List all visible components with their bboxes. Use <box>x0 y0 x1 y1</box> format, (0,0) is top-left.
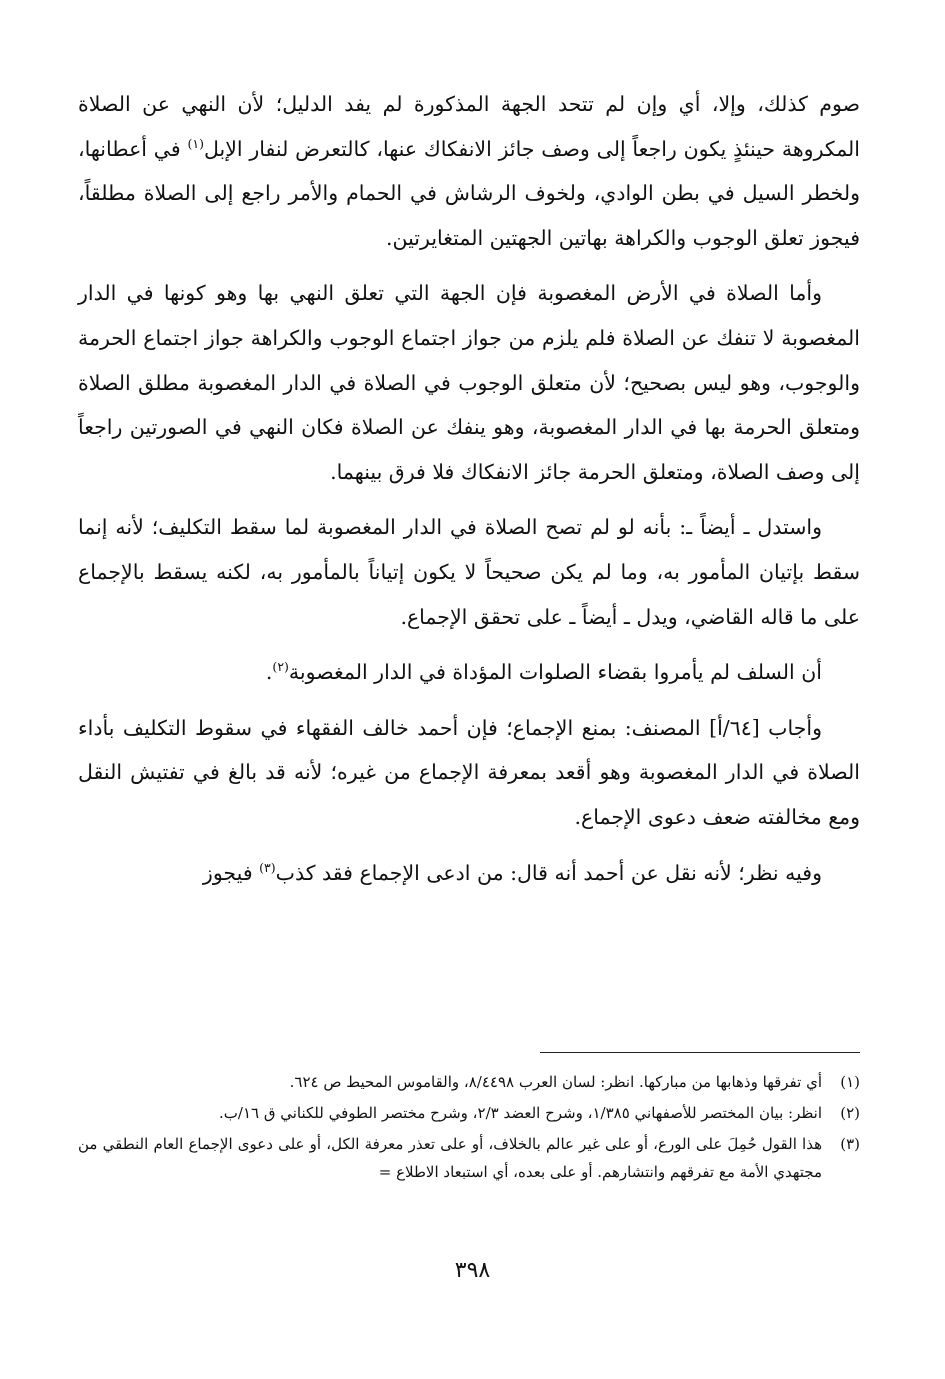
footnote-3-text: هذا القول حُمِلَ على الورع، أو على غير عالم بالخلاف، أو على تعذر معرفة الكل، أو على دعوى الإجماع العام النطقي من مجتهدي الأمة مع تفرقهم وانتشارهم. أو على بعده، أي استبعاد الاطلاع = <box>78 1135 822 1181</box>
paragraph-5: وأجاب [٦٤/أ] المصنف: بمنع الإجماع؛ فإن أحمد خالف الفقهاء في سقوط التكليف بأداء الصلاة في الدار المغصوبة وهو أقعد بمعرفة الإجماع من غيره؛ لأنه قد بالغ في تفتيش النقل ومع مخالفته ضعف دعوى الإجماع. <box>78 715 860 829</box>
paragraph-3: واستدل ـ أيضاً ـ: بأنه لو لم تصح الصلاة في الدار المغصوبة لما سقط التكليف؛ لأنه إنما سقط بإتيان المأمور به، وما لم يكن صحيحاً لا يكون إتياناً بالمأمور به، لكنه يسقط بالإجماع على ما قاله القاضي، ويدل ـ أيضاً ـ على تحقق الإجماع. <box>78 515 860 629</box>
footnote-separator <box>540 1052 860 1053</box>
footnote-1-text: أي تفرقها وذهابها من مباركها. انظر: لسان العرب ٨/٤٤٩٨، والقاموس المحيط ص ٦٢٤. <box>289 1073 822 1091</box>
footnotes <box>78 1068 860 1189</box>
main-text <box>78 82 860 906</box>
footnote-ref-1: (١) <box>187 135 204 151</box>
paragraph-4-text-b: . <box>265 660 273 685</box>
page-number: ٣٩٨ <box>454 1258 491 1283</box>
paragraph-1-text-b: في أعطانها، ولخطر السيل في بطن الوادي، ولخوف الرشاش في الحمام والأمر راجع إلى الصلاة مطلقاً، فيجوز تعلق الوجوب والكراهة بهاتين الجهتين المتغايرتين. <box>78 136 860 250</box>
footnote-2-text: انظر: بيان المختصر للأصفهاني ١/٣٨٥، وشرح العضد ٢/٣، وشرح مختصر الطوفي للكناني ق ١٦/ب. <box>218 1104 822 1122</box>
paragraph-6-text-b: فيجوز <box>202 860 260 885</box>
footnote-ref-3: (٣) <box>259 859 276 875</box>
footnote-3 <box>78 1130 860 1186</box>
paragraph-4 <box>78 650 860 695</box>
footnote-1 <box>78 1068 860 1096</box>
paragraph-6-text-a: وفيه نظر؛ لأنه نقل عن أحمد أنه قال: من ادعى الإجماع فقد كذب <box>275 860 822 885</box>
paragraph-1-text-a: صوم كذلك، وإلا، أي وإن لم تتحد الجهة المذكورة لم يفد الدليل؛ لأن النهي عن الصلاة المكروهة حينئذٍ يكون راجعاً إلى وصف جائز الانفكاك عنها، كالتعرض لنفار الإبل <box>78 92 860 161</box>
paragraph-6 <box>78 851 860 896</box>
footnote-1-number: (١) <box>840 1073 860 1091</box>
footnote-3-number: (٣) <box>840 1135 860 1153</box>
paragraph-2: وأما الصلاة في الأرض المغصوبة فإن الجهة التي تعلق النهي بها وهو كونها في الدار المغصوبة لا تنفك عن الصلاة فلم يلزم من جواز اجتماع الوجوب والكراهة جواز اجتماع الحرمة والوجوب، وهو ليس بصحيح؛ لأن متعلق الوجوب في الصلاة في الدار المغصوبة مطلق الصلاة ومتعلق الحرمة بها في الدار المغصوبة، وهو ينفك عن الصلاة فكان النهي في الصورتين راجعاً إلى وصف الصلاة، ومتعلق الحرمة جائز الانفكاك فلا فرق بينهما. <box>78 281 860 484</box>
footnote-2 <box>78 1099 860 1127</box>
paragraph-4-text-a: أن السلف لم يأمروا بقضاء الصلوات المؤداة في الدار المغصوبة <box>288 660 822 685</box>
footnote-ref-2: (٢) <box>272 659 289 675</box>
footnote-2-number: (٢) <box>840 1104 860 1122</box>
paragraph-1 <box>78 82 860 260</box>
